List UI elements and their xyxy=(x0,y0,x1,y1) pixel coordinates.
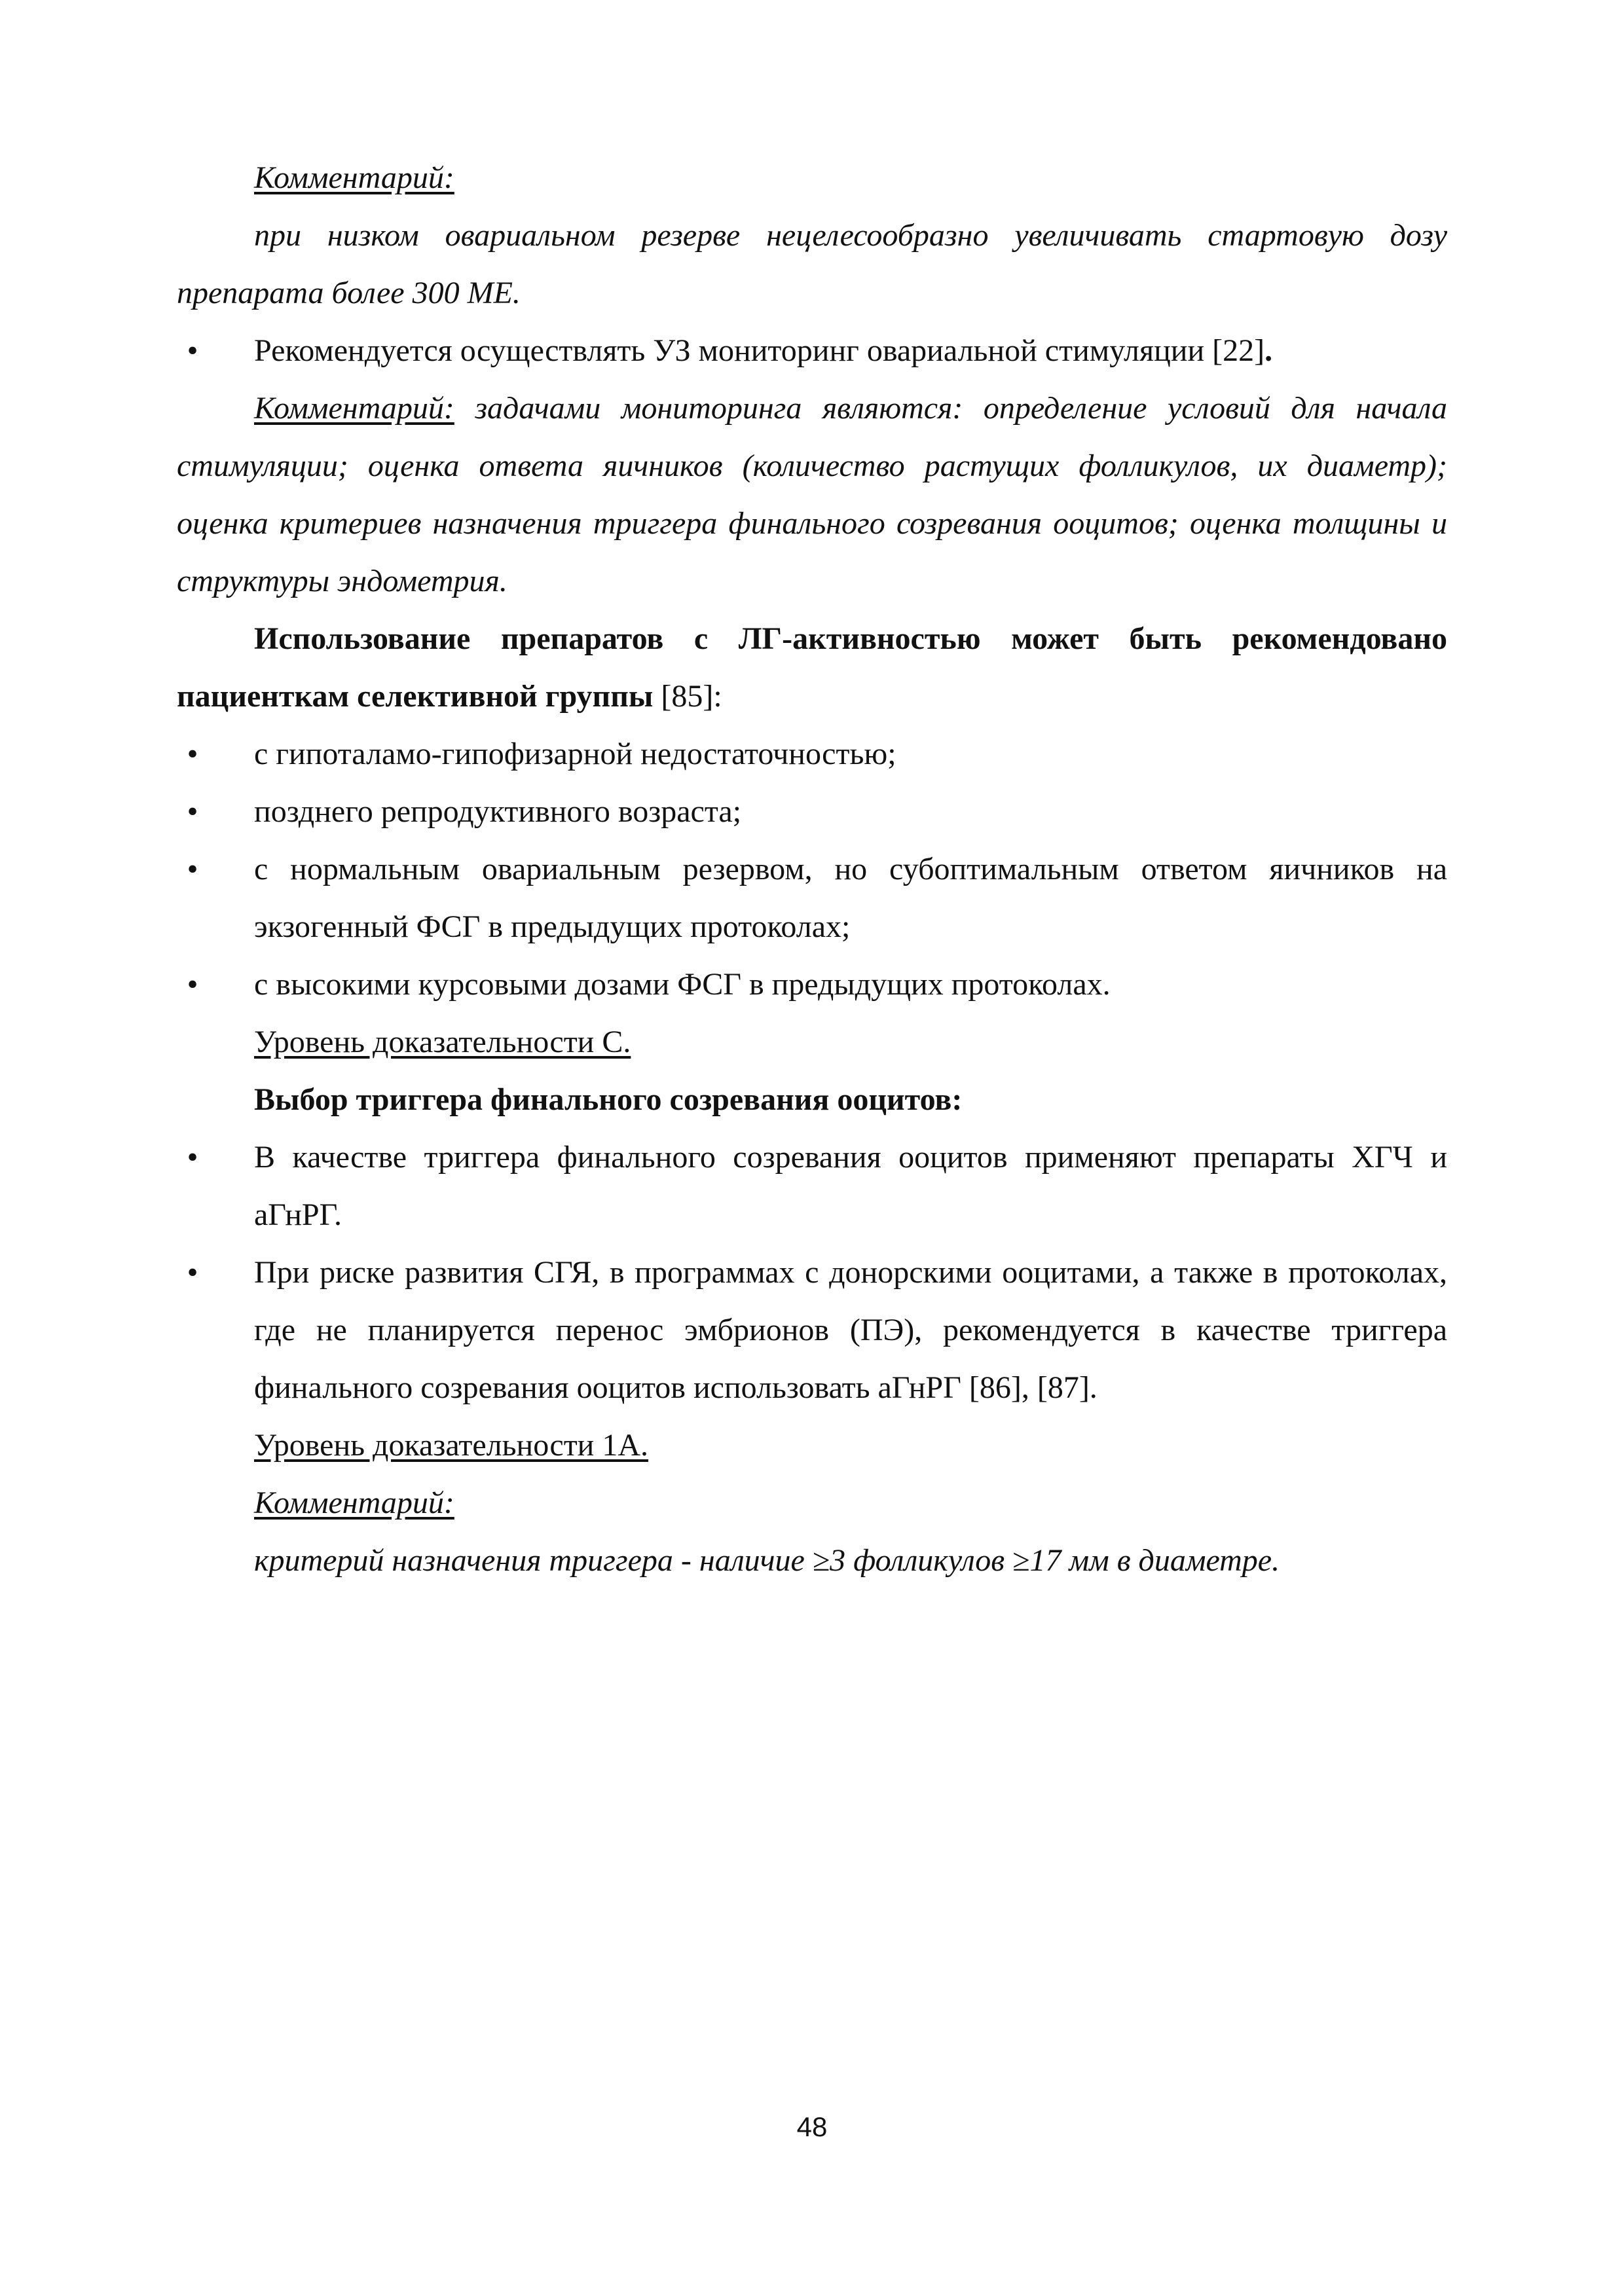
bullet-item xyxy=(177,783,1447,841)
lh-heading-paragraph xyxy=(177,610,1447,725)
bullet-dot: • xyxy=(187,967,198,1002)
comment-text: критерий назначения триггера - наличие ≥3 фолликулов ≥17 мм в диаметре. xyxy=(254,1543,1280,1578)
bullet-dot: • xyxy=(187,794,198,829)
comment-paragraph xyxy=(177,380,1447,610)
page-number: 48 xyxy=(796,2111,828,2142)
bullet-dot: • xyxy=(187,737,198,771)
comment-label: Комментарий: xyxy=(254,160,454,195)
bullet-item xyxy=(177,322,1447,380)
bullet-item xyxy=(177,1244,1447,1417)
page-content xyxy=(177,149,1447,1590)
bullet-text: с гипоталамо-гипофизарной недостаточностью; xyxy=(254,737,896,771)
comment-text: задачами мониторинга являются: определение условий для начала стимуляции; оценка ответа яичников (количество растущих фолликулов, их диаметр); оценка критериев назначения триггера финального созревания ооцитов; оценка толщины и структуры эндометрия. xyxy=(177,391,1447,598)
bullet-item xyxy=(177,725,1447,783)
bullet-text: В качестве триггера финального созревания ооцитов применяют препараты ХГЧ и аГнРГ. xyxy=(254,1140,1447,1232)
bullet-dot: • xyxy=(187,1255,198,1290)
bullet-item xyxy=(177,1129,1447,1244)
bullet-item xyxy=(177,956,1447,1013)
comment-label: Комментарий: xyxy=(254,1485,454,1520)
evidence-level: Уровень доказательности 1А. xyxy=(254,1428,649,1463)
bullet-item xyxy=(177,841,1447,956)
bullet-text: с высокими курсовыми дозами ФСГ в предыдущих протоколах. xyxy=(254,967,1111,1002)
bullet-text: позднего репродуктивного возраста; xyxy=(254,794,742,829)
bullet-dot: • xyxy=(187,852,198,886)
bullet-text: При риске развития СГЯ, в программах с донорскими ооцитами, а также в протоколах, где не планируется перенос эмбрионов (ПЭ), рекомендуется в качестве триггера финального созревания ооцитов использовать аГнРГ [86], [87]. xyxy=(254,1255,1447,1405)
bullet-text: с нормальным овариальным резервом, но субоптимальным ответом яичников на экзогенный ФСГ в предыдущих протоколах; xyxy=(254,852,1447,944)
section-heading: Использование препаратов с ЛГ-активностью может быть рекомендовано пациенткам селективной группы xyxy=(177,621,1447,714)
evidence-level: Уровень доказательности С. xyxy=(254,1025,631,1059)
bullet-text: Рекомендуется осуществлять УЗ мониторинг овариальной стимуляции [22] xyxy=(254,333,1265,368)
section-heading: Выбор триггера финального созревания ооцитов: xyxy=(254,1082,963,1117)
reference-text: [85]: xyxy=(653,679,722,714)
comment-label: Комментарий: xyxy=(254,391,454,426)
bullet-end-mark: . xyxy=(1264,333,1273,368)
bullet-dot: • xyxy=(187,333,198,368)
bullet-dot: • xyxy=(187,1140,198,1175)
comment-text: при низком овариальном резерве нецелесообразно увеличивать стартовую дозу препарата более 300 МЕ. xyxy=(177,218,1447,310)
